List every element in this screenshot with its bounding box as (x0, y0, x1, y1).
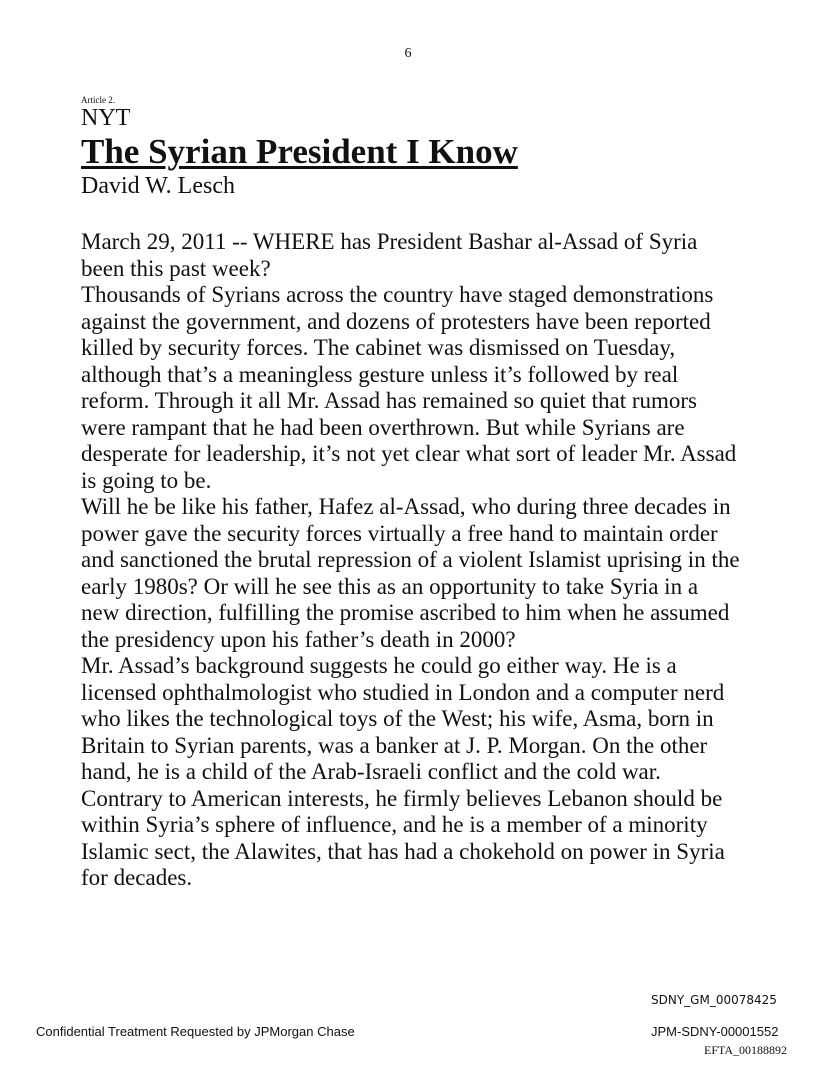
bates-number-jpm: JPM-SDNY-00001552 (651, 1024, 779, 1039)
article-source: NYT (81, 105, 131, 131)
article-body (81, 229, 741, 892)
article-paragraph: Mr. Assad’s background suggests he could go either way. He is a licensed ophthalmologist who studied in London and a computer nerd who likes the technological toys of the West; his wife, Asma, born in Britain to Syrian parents, was a banker at J. P. Morgan. On the other hand, he is a child of the Arab-Israeli conflict and the cold war. Contrary to American interests, he firmly believes Lebanon should be within Syria’s sphere of influence, and he is a member of a minority Islamic sect, the Alawites, that has had a chokehold on power in Syria for decades. (81, 653, 725, 890)
efta-number: EFTA_00188892 (704, 1043, 788, 1057)
article-author: David W. Lesch (81, 173, 235, 199)
article-label: Article 2. (81, 95, 115, 105)
bates-number-sdny-gm: SDNY_GM_00078425 (651, 993, 777, 1007)
article-paragraph: Will he be like his father, Hafez al-Assad, who during three decades in power gave the security forces virtually a free hand to maintain order and sanctioned the brutal repression of a violent Islamist uprising in the early 1980s? Or will he see this as an opportunity to take Syria in a new direction, fulfilling the promise ascribed to him when he assumed the presidency upon his father’s death in 2000? (81, 494, 740, 652)
article-title: The Syrian President I Know (81, 132, 518, 171)
page-number: 6 (404, 46, 412, 61)
confidential-notice: Confidential Treatment Requested by JPMorgan Chase (36, 1024, 355, 1039)
article-paragraph: Thousands of Syrians across the country have staged demonstrations against the government, and dozens of protesters have been reported killed by security forces. The cabinet was dismissed on Tuesday, although that’s a meaningless gesture unless it’s followed by real reform. Through it all Mr. Assad has remained so quiet that rumors were rampant that he had been overthrown. But while Syrians are desperate for leadership, it’s not yet clear what sort of leader Mr. Assad is going to be. (81, 282, 737, 493)
article-paragraph: March 29, 2011 -- WHERE has President Bashar al-Assad of Syria been this past week? (81, 229, 698, 281)
